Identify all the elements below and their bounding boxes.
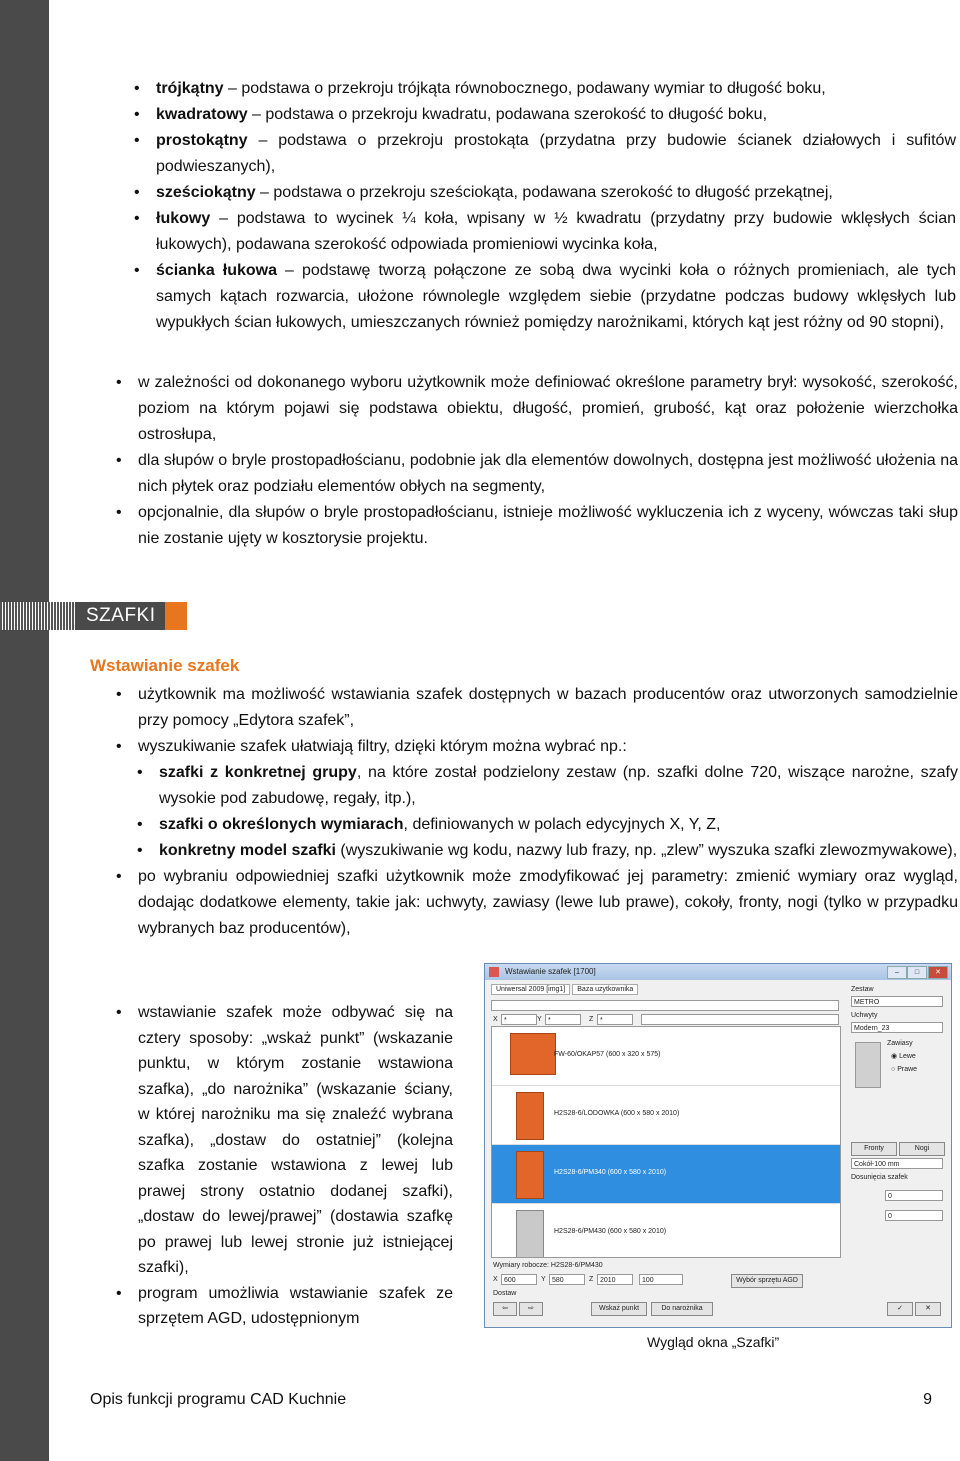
y-filter-field[interactable]: * bbox=[545, 1014, 581, 1025]
z-filter-field[interactable]: * bbox=[597, 1014, 633, 1025]
wskaz-punkt-button[interactable]: Wskaż punkt bbox=[591, 1302, 647, 1316]
cabinet-label: H2S28-6/PM430 (600 x 580 x 2010) bbox=[554, 1228, 667, 1235]
list-item bbox=[156, 180, 956, 206]
szafki-section bbox=[138, 682, 958, 942]
list-item bbox=[156, 206, 956, 258]
uchwyty-label: Uchwyty bbox=[851, 1012, 878, 1019]
cabinet-row[interactable] bbox=[492, 1086, 840, 1145]
poziom-field[interactable]: 100 bbox=[639, 1274, 683, 1285]
section-header bbox=[0, 602, 187, 630]
zawiasy-label: Zawiasy bbox=[887, 1040, 913, 1047]
list-item-text: – podstawę tworzą połączone ze sobą dwa wycinki koła o różnych promieniach, ale tych samych kątach rozwarcia, ułożone równolegle względem siebie (przydatne podczas budowy wklęsłych lub wypukłych ścian łukowych, umieszczanych również pomiędzy narożnikami, których kąt jest różny od 90 stopni), bbox=[156, 262, 956, 331]
nogi-button[interactable]: Nogi bbox=[899, 1142, 945, 1156]
depth-field[interactable]: 580 bbox=[549, 1274, 585, 1285]
filter-list bbox=[159, 760, 958, 864]
parameters-list bbox=[138, 370, 958, 552]
dosuniecie-left-field[interactable]: 0 bbox=[885, 1190, 943, 1201]
cabinet-label: H2S28-6/LODOWKA (600 x 580 x 2010) bbox=[554, 1110, 680, 1117]
lewe-label: Lewe bbox=[899, 1053, 916, 1060]
list-item: • w zależności od dokonanego wyboru użytkownik może definiować określone parametry brył: wysokość, szerokość, poziom na którym pojawi się podstawa obiektu, długość, promień, grubość, kąt oraz położenie wierzchołka ostrosłupa, bbox=[138, 370, 958, 448]
cabinet-thumbnail bbox=[516, 1092, 544, 1140]
list-item-term: kwadratowy bbox=[156, 106, 248, 123]
list-item: • wstawianie szafek może odbywać się na cztery sposoby: „wskaż punkt” (wskazanie punktu, w którym zostanie wstawiona szafka), „do narożnika” (wskazanie ściany, w której narożniku ma się znaleźć wybrana szafka), „dostaw do ostatniej” (kolejna szafka zostanie wstawiona z lewej lub prawej strony ostatnio dodanej szafki), „dostaw do lewej/prawej” (dostawia szafkę po prawej lub lewej stronie już istniejącej szafki), bbox=[138, 1000, 453, 1281]
list-item-term: łukowy bbox=[156, 210, 211, 227]
list-item bbox=[159, 838, 958, 864]
after-list-1 bbox=[138, 864, 958, 942]
list-item-text: – podstawa o przekroju prostokąta (przydatna przy budowie ścianek działowych i sufitów podwieszanych), bbox=[156, 132, 956, 175]
x-label: X bbox=[493, 1016, 498, 1023]
cancel-icon[interactable]: ✕ bbox=[915, 1302, 941, 1316]
list-item-text: , na które został podzielony zestaw (np. szafki dolne 720, wiszące narożne, szafy wysokie pod zabudowę, regały, itp.), bbox=[159, 764, 958, 807]
cabinet-label: FW-60/OKAP57 (600 x 320 x 575) bbox=[554, 1051, 661, 1058]
after-list-2 bbox=[138, 1000, 453, 1332]
list-item bbox=[156, 258, 956, 336]
szafki-list bbox=[138, 682, 958, 760]
list-item: • dla słupów o bryle prostopadłościanu, podobnie jak dla elementów dowolnych, dostępna jest możliwość ułożenia na nich płytek oraz podziału elementów obłych na segmenty, bbox=[138, 448, 958, 500]
base-types-list bbox=[156, 76, 956, 336]
prawe-label: Prawe bbox=[897, 1066, 918, 1073]
tab-uniwersal[interactable]: Uniwersal 2009 [img1] bbox=[491, 984, 570, 995]
ok-icon[interactable]: ✓ bbox=[887, 1302, 913, 1316]
fronty-button[interactable]: Fronty bbox=[851, 1142, 897, 1156]
list-item bbox=[156, 128, 956, 180]
list-item: • opcjonalnie, dla słupów o bryle prostopadłościanu, istnieje możliwość wykluczenia ich z wyceny, wówczas taki słup nie zostanie ujęty w kosztorysie projektu. bbox=[138, 500, 958, 552]
dosuniecia-label: Dosunięcia szafek bbox=[851, 1174, 908, 1181]
list-item bbox=[156, 76, 956, 102]
section-stripes bbox=[0, 602, 75, 630]
width-field[interactable]: 600 bbox=[501, 1274, 537, 1285]
lewe-radio[interactable]: ◉ Lewe bbox=[891, 1053, 916, 1060]
cabinet-label: H2S28-6/PM340 (600 x 580 x 2010) bbox=[554, 1169, 667, 1176]
list-item-text: , definiowanych w polach edycyjnych X, Y, Z, bbox=[403, 816, 721, 833]
do-naroznika-button[interactable]: Do narożnika bbox=[651, 1302, 713, 1316]
x-filter-field[interactable]: * bbox=[501, 1014, 537, 1025]
list-item-term: konkretny model szafki bbox=[159, 842, 336, 859]
list-item-term: szafki o określonych wymiarach bbox=[159, 816, 404, 833]
section-title: SZAFKI bbox=[86, 605, 156, 626]
list-item bbox=[156, 102, 956, 128]
list-item-text: – podstawa o przekroju sześciokąta, podawana szerokość to długość przekątnej, bbox=[255, 184, 833, 201]
zestaw-label: Zestaw bbox=[851, 986, 874, 993]
section-orange-block bbox=[165, 602, 187, 630]
tab-baza-uzytkownika[interactable]: Baza uzytkownika bbox=[572, 984, 638, 995]
wymiary-label: Wymiary robocze: H2S28-6/PM430 bbox=[493, 1262, 603, 1269]
group-select[interactable] bbox=[491, 1000, 839, 1011]
cabinet-row-selected[interactable] bbox=[492, 1145, 840, 1204]
cabinet-list[interactable] bbox=[491, 1026, 841, 1258]
z-label: Z bbox=[589, 1016, 594, 1023]
list-item-term: trójkątny bbox=[156, 80, 224, 97]
list-item: • program umożliwia wstawianie szafek ze sprzętem AGD, udostępnionym bbox=[138, 1281, 453, 1332]
list-item-term: szafki z konkretnej grupy bbox=[159, 764, 357, 781]
list-item bbox=[159, 760, 958, 812]
app-icon bbox=[489, 967, 499, 977]
list-item-term: ścianka łukowa bbox=[156, 262, 277, 279]
narrow-column bbox=[138, 1000, 453, 1332]
list-item-term: sześciokątny bbox=[156, 184, 256, 201]
list-item-term: prostokątny bbox=[156, 132, 248, 149]
dostaw-left-icon[interactable]: ⇦ bbox=[493, 1302, 517, 1316]
list-item: • wyszukiwanie szafek ułatwiają filtry, dzięki którym można wybrać np.: bbox=[138, 734, 958, 760]
cabinet-thumbnail bbox=[516, 1151, 544, 1199]
height-field[interactable]: 2010 bbox=[597, 1274, 633, 1285]
list-item: • po wybraniu odpowiedniej szafki użytkownik może zmodyfikować jej parametry: zmienić wymiary oraz wygląd, dodając dodatkowe elementy, takie jak: uchwyty, zawiasy (lewe lub prawe), cokoły, fronty, nogi (tylko w przypadku wybranych baz producentów), bbox=[138, 864, 958, 942]
subheading: Wstawianie szafek bbox=[90, 656, 240, 675]
list-item bbox=[159, 812, 958, 838]
search-field[interactable] bbox=[641, 1014, 839, 1025]
maximize-icon[interactable]: □ bbox=[907, 966, 927, 979]
window-tabs bbox=[491, 984, 640, 995]
list-item: • użytkownik ma możliwość wstawiania szafek dostępnych w bazach producentów oraz utworzonych samodzielnie przy pomocy „Edytora szafek”, bbox=[138, 682, 958, 734]
cokol-select[interactable]: Cokół-100 mm bbox=[851, 1158, 943, 1169]
cabinet-row[interactable] bbox=[492, 1204, 840, 1258]
wy-label: Y bbox=[541, 1276, 546, 1283]
wx-label: X bbox=[493, 1276, 498, 1283]
wybor-agd-button[interactable]: Wybór sprzętu AGD bbox=[731, 1274, 803, 1288]
dosuniecie-right-field[interactable]: 0 bbox=[885, 1210, 943, 1221]
dostaw-label: Dostaw bbox=[493, 1290, 517, 1297]
dostaw-right-icon[interactable]: ⇨ bbox=[519, 1302, 543, 1316]
list-item-text: – podstawa o przekroju trójkąta równobocznego, podawany wymiar to długość boku, bbox=[223, 80, 826, 97]
list-item-text: – podstawa o przekroju kwadratu, podawana szerokość to długość boku, bbox=[247, 106, 768, 123]
cabinet-row[interactable] bbox=[492, 1027, 840, 1086]
prawe-radio[interactable]: ○ Prawe bbox=[891, 1066, 918, 1073]
y-label: Y bbox=[537, 1016, 542, 1023]
hood-thumbnail bbox=[510, 1033, 556, 1075]
top-section bbox=[156, 76, 956, 336]
top-section-2 bbox=[138, 370, 958, 552]
left-sidebar-bar bbox=[0, 0, 49, 1461]
close-icon[interactable]: ✕ bbox=[928, 966, 948, 979]
handle-preview bbox=[855, 1042, 881, 1088]
wz-label: Z bbox=[589, 1276, 594, 1283]
window-titlebar bbox=[485, 964, 951, 980]
figure-caption: Wygląd okna „Szafki” bbox=[647, 1334, 780, 1350]
window-title: Wstawianie szafek [1700] bbox=[505, 967, 596, 976]
page-number: 9 bbox=[923, 1391, 932, 1408]
minimize-icon[interactable]: – bbox=[887, 966, 907, 979]
szafki-window-screenshot bbox=[484, 963, 952, 1328]
zestaw-select[interactable]: METRO bbox=[851, 996, 943, 1007]
cabinet-thumbnail bbox=[516, 1210, 544, 1258]
uchwyty-select[interactable]: Modern_23 bbox=[851, 1022, 943, 1033]
list-item-text: (wyszukiwanie wg kodu, nazwy lub frazy, np. „zlew” wyszuka szafki zlewozmywakowe), bbox=[335, 842, 958, 859]
list-item-text: – podstawa to wycinek ¼ koła, wpisany w ½ kwadratu (przydatny przy budowie wklęsłych ścian łukowych), podawana szerokość odpowiada promieniowi wycinka koła, bbox=[156, 210, 956, 253]
footer-title: Opis funkcji programu CAD Kuchnie bbox=[90, 1391, 347, 1408]
